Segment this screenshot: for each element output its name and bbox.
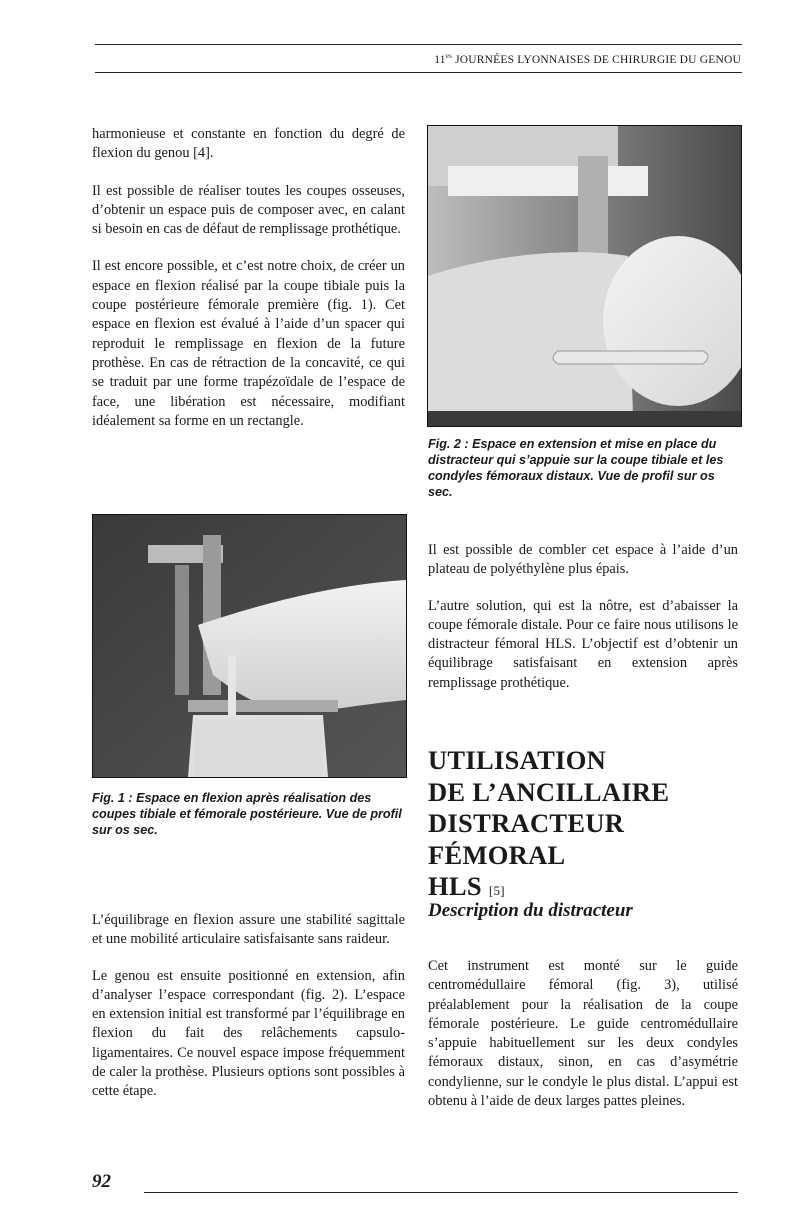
paragraph: L’équilibrage en flexion assure une stabilité sagittale et une mobilité articulaire satisfaisante sans raideur.	[92, 912, 405, 948]
right-column-bottom	[428, 957, 738, 1111]
figure-2-caption: Fig. 2 : Espace en extension et mise en place du distracteur qui s’appuie sur la coupe tibiale et les condyles fémoraux distaux. Vue de profil sur os sec.	[428, 437, 724, 499]
header-title: JOURNÉES LYONNAISES DE CHIRURGIE DU GENOU	[455, 53, 741, 66]
section-title-line: DISTRACTEUR FÉMORAL	[428, 808, 625, 870]
paragraph: Il est encore possible, et c’est notre choix, de créer un espace en flexion réalisé par la coupe tibiale puis la coupe postérieure fémorale première (fig. 1). Cet espace en flexion est évalué à l’aide d’un spacer qui reproduit le remplissage en flexion de la future prothèse. En cas de rétraction de la concavité, ce qui se traduit par une forme trapézoïdale de l’espace de face, une libération est nécessaire, modifiant idéalement sa forme en un rectangle.	[92, 258, 405, 429]
figure-1-photo	[92, 514, 407, 778]
paragraph: L’autre solution, qui est la nôtre, est d’abaisser la coupe fémorale distale. Pour ce faire nous utilisons le distracteur fémoral HLS. L’objectif est d’obtenir un équilibrage satisfaisant en extension après remplissage prothétique.	[428, 597, 738, 691]
header-rule-top	[95, 44, 742, 45]
footer-rule	[144, 1192, 738, 1193]
page-number: 92	[92, 1171, 111, 1192]
paragraph: Il est possible de combler cet espace à l’aide d’un plateau de polyéthylène plus épais.	[428, 542, 738, 578]
paragraph: Le genou est ensuite positionné en extension, afin d’analyser l’espace correspondant (fig. 2). L’espace en extension initial est transformé par l’équilibrage en flexion du fait des relâchements capsulo-ligamentaires. Ce nouvel espace impose fréquemment de caler la prothèse. Plusieurs options sont possibles à cette étape.	[92, 967, 405, 1100]
paragraph: harmonieuse et constante en fonction du degré de flexion du genou [4].	[92, 126, 405, 162]
paragraph: Cet instrument est monté sur le guide centromédullaire fémoral (fig. 3), utilisé préalablement pour la réalisation de la coupe fémorale postérieure. Le guide centromédullaire s’appuie habituellement sur les deux condyles fémoraux distaux, sinon, en cas d’asymétrie condylienne, sur le condyle le plus distal. L’appui est obtenu à l’aide de deux larges pattes pleines.	[428, 958, 738, 1110]
left-column-bottom	[92, 911, 405, 1102]
section-title-hls: HLS	[428, 871, 482, 901]
header-rule-bottom	[95, 72, 742, 73]
running-header	[434, 52, 741, 66]
header-numeral: 11	[434, 53, 446, 66]
figure-1-caption: Fig. 1 : Espace en flexion après réalisation des coupes tibiale et fémorale postérieure. Vue de profil sur os sec.	[92, 791, 402, 837]
subsection-title: Description du distracteur	[428, 900, 633, 921]
section-title	[428, 745, 748, 907]
section-reference: [5]	[488, 883, 505, 898]
section-title-line: UTILISATION	[428, 745, 607, 775]
figure-2-photo	[427, 125, 742, 427]
section-title-line: DE L’ANCILLAIRE	[428, 776, 670, 807]
right-column-middle	[428, 541, 738, 693]
left-column-top	[92, 125, 405, 431]
header-ordinal: es	[445, 52, 452, 60]
paragraph: Il est possible de réaliser toutes les coupes osseuses, d’obtenir un espace puis de composer avec, en calant si besoin en cas de défaut de remplissage prothétique.	[92, 182, 405, 238]
